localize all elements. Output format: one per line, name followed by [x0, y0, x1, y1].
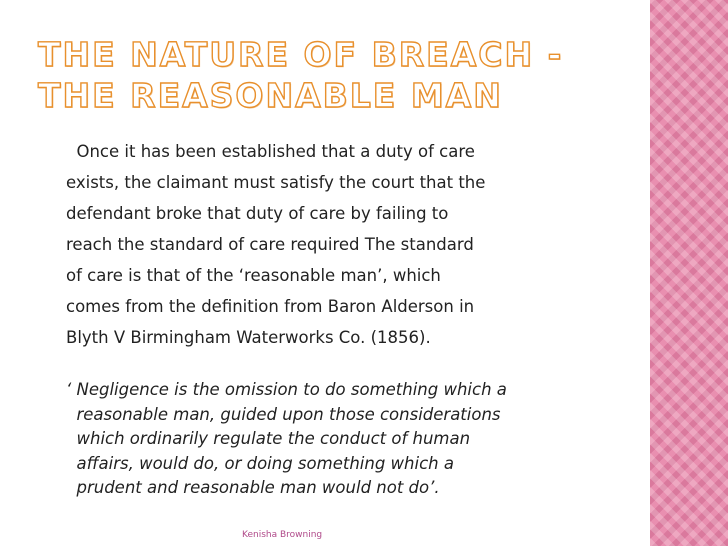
- body-paragraph: [66, 136, 586, 353]
- quote-line: affairs, would do, or doing something which a: [66, 453, 454, 473]
- body-line: of care is that of the ‘reasonable man’, which: [66, 266, 441, 285]
- body-line: defendant broke that duty of care by failing to: [66, 204, 449, 223]
- negligence-quote: [66, 378, 586, 501]
- quote-line: which ordinarily regulate the conduct of human: [66, 429, 471, 448]
- slide-title: [38, 34, 638, 116]
- body-line: Blyth V Birmingham Waterworks Co. (1856).: [66, 328, 431, 347]
- body-line: Once it has been established that a duty of care: [66, 142, 475, 161]
- quote-line: ‘ Negligence is the omission to do something which a: [66, 380, 507, 399]
- footer-author: Kenisha Browning: [242, 530, 323, 540]
- body-line: reach the standard of care required The standard: [66, 235, 474, 254]
- quote-line: prudent and reasonable man would not do’.: [66, 478, 440, 497]
- title-separator: -: [534, 35, 564, 74]
- title-main: THE NATURE OF BREACH: [38, 35, 535, 74]
- body-line: comes from the definition from Baron Alderson in: [66, 297, 475, 316]
- body-line: exists, the claimant must satisfy the court that the: [66, 173, 486, 192]
- quote-line: reasonable man, guided upon those considerations: [66, 404, 501, 424]
- title-sub: THE REASONABLE MAN: [38, 76, 503, 115]
- decorative-side-bar: [650, 0, 728, 546]
